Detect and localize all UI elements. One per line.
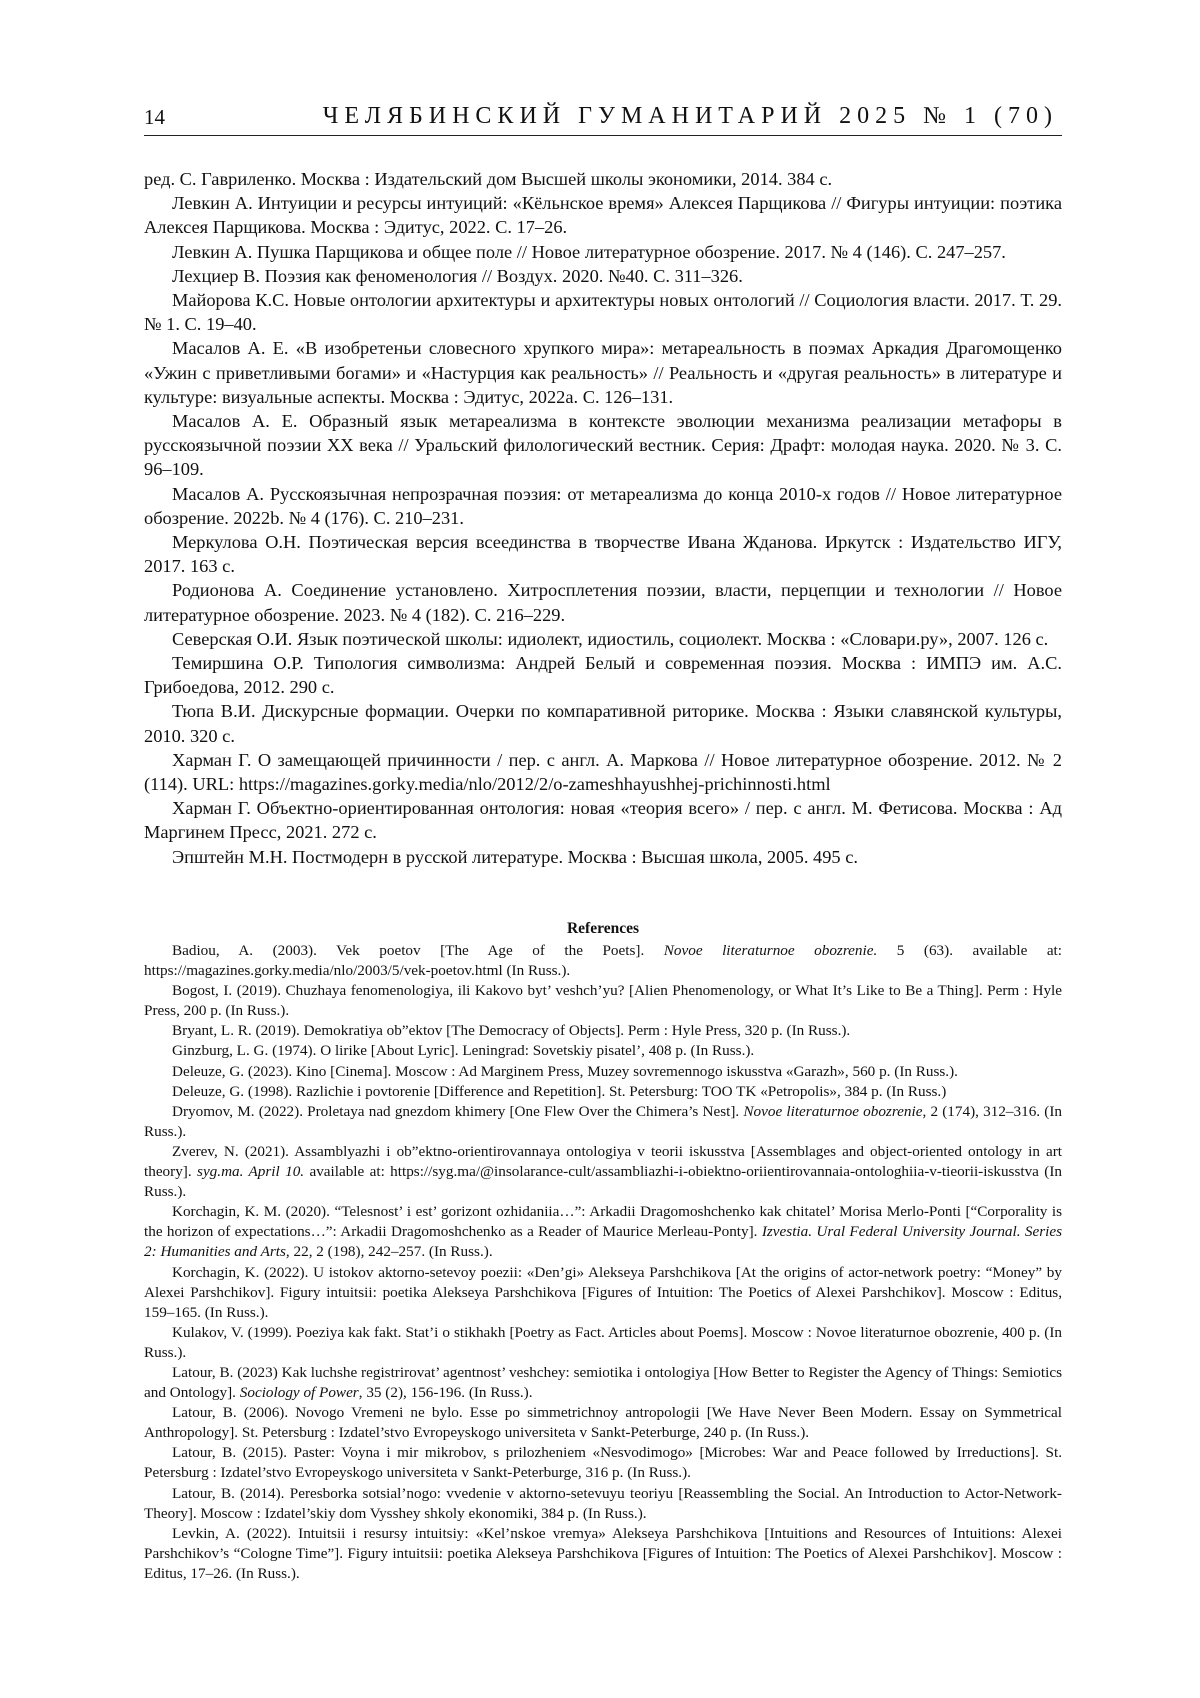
bibliography-entry: Меркулова О.Н. Поэтическая версия всеединства в творчестве Ивана Жданова. Иркутск : Издательство ИГУ, 2017. 163 с. [144, 532, 1062, 577]
bibliography-entry: Северская О.И. Язык поэтической школы: идиолект, идиостиль, социолект. Москва : «Словари.ру», 2007. 126 с. [172, 628, 1049, 649]
reference-entry [144, 1524, 1062, 1584]
bibliography-entry: Масалов А. Е. «В изобретеньи словесного хрупкого мира»: метареальность в поэмах Аркадия Драгомощенко «Ужин с приветливыми богами» и «Настурция как реальность» // Реальность и «другая реальность» в литературе и культуре: визуальные аспекты. Москва : Эдитус, 2022a. С. 126–131. [144, 338, 1062, 407]
reference-text: Deleuze, G. (2023). Kino [Cinema]. Moscow : Ad Marginem Press, Muzey sovremennogo iskusstva «Garazh», 560 p. (In Russ.). [172, 1062, 958, 1080]
bibliography-entry: Харман Г. Объектно-ориентированная онтология: новая «теория всего» / пер. с англ. М. Фетисова. Москва : Ад Маргинем Пресс, 2021. 272 с. [144, 798, 1062, 843]
reference-entry [144, 1443, 1062, 1483]
reference-text: Bryant, L. R. (2019). Demokratiya ob”ektov [The Democracy of Objects]. Perm : Hyle Press, 320 p. (In Russ.). [172, 1022, 851, 1040]
reference-source-italic: Novoe literaturnoe obozrenie [743, 1102, 923, 1120]
reference-text: available at: https://syg.ma/@insolarance-cult/assambliazhi-i-obiektno-oriientirovannaia-ontologhiia-v-tieorii-iskusstva (In Russ.). [144, 1163, 1062, 1201]
reference-text: Levkin, A. (2022). Intuitsii i resursy intuitsiy: «Kel’nskoe vremya» Alekseya Parshchikova [Intuitions and Resources of Intuitions: Alexei Parshchikov’s “Cologne Time”]. Figury intuitsii: poetika Alekseya Parshchikova [Figures of Intuition: The Poetics of Alexei Parshchikov]. Moscow : Editus, 17–26. (In Russ.). [144, 1524, 1062, 1582]
reference-text: Dryomov, M. (2022). Proletaya nad gnezdom khimery [One Flew Over the Chimera’s Nest]. [172, 1102, 744, 1120]
bibliography-entry: Родионова А. Соединение установлено. Хитросплетения поэзии, власти, перцепции и технологии // Новое литературное обозрение. 2023. № 4 (182). С. 216–229. [144, 580, 1062, 625]
reference-text: Korchagin, K. (2022). U istokov aktorno-setevoy poezii: «Den’gi» Alekseya Parshchikova [At the origins of actor-network poetry: “Money” by Alexei Parshchikov]. Figury intuitsii: poetika Alekseya Parshchikova [Figures of Intuition: The Poetics of Alexei Parshchikov]. Moscow : Editus, 159–165. (In Russ.). [144, 1263, 1062, 1321]
reference-entry [144, 1484, 1062, 1524]
reference-text: Latour, B. (2023) Kak luchshe registrirovat’ agentnost’ veshchey: semiotika i ontologiya [How Better to Register the Agency of Things: Semiotics and Ontology]. [144, 1363, 1062, 1402]
bibliography-entry: Темиршина О.Р. Типология символизма: Андрей Белый и современная поэзия. Москва : ИМПЭ им. А.С. Грибоедова, 2012. 290 с. [144, 653, 1062, 698]
reference-entry [144, 941, 1062, 981]
bibliography-entry: Майорова К.С. Новые онтологии архитектуры и архитектуры новых онтологий // Социология власти. 2017. Т. 29. № 1. С. 19–40. [144, 290, 1062, 335]
reference-text: Bogost, I. (2019). Chuzhaya fenomenologiya, ili Kakovo byt’ veshch’yu? [Alien Phenomenology, or What It’s Like to Be a Thing]. Perm : Hyle Press, 200 p. (In Russ.). [144, 982, 1062, 1020]
bibliography-entry: Масалов А. Русскоязычная непрозрачная поэзия: от метареализма до конца 2010-х годов // Новое литературное обозрение. 2022b. № 4 (176). С. 210–231. [144, 483, 1062, 528]
references-list [144, 941, 1062, 1584]
reference-entry [144, 1142, 1062, 1202]
reference-text: Latour, B. (2014). Peresborka sotsial’nogo: vvedenie v aktorno-setevuyu teoriyu [Reassembling the Social. An Introduction to Actor-Network-Theory]. Moscow : Izdatel’skiy dom Vysshey shkoly ekonomiki, 384 p. (In Russ.). [144, 1484, 1062, 1522]
reference-text: Badiou, A. (2003). Vek poetov [The Age of the Poets]. [172, 942, 664, 959]
reference-source-italic: Izvestia. Ural Federal University Journal. Series 2: Humanities and Arts [144, 1223, 1062, 1261]
reference-text: Ginzburg, L. G. (1974). O lirike [About Lyric]. Leningrad: Sovetskiy pisatel’, 408 p. (In Russ.). [172, 1042, 755, 1060]
reference-source-italic: syg.ma. April 10. [197, 1163, 305, 1181]
russian-bibliography [144, 167, 1062, 869]
reference-text: Zverev, N. (2021). Assamblyazhi i ob”ektno-orientirovannaya ontologiya v teorii iskusstva [Assemblages and object-oriented ontology in art theory]. [144, 1142, 1062, 1181]
bibliography-entry: ред. С. Гавриленко. Москва : Издательский дом Высшей школы экономики, 2014. 384 с. [144, 169, 833, 189]
reference-text: Latour, B. (2015). Paster: Voyna i mir mikrobov, s prilozheniem «Nesvodimogo» [Microbes: War and Peace followed by Irreductions]. St. Petersburg : Izdatel’stvo Evropeyskogo universiteta v Sankt-Peterburge, 316 p. (In Russ.). [144, 1444, 1062, 1482]
reference-entry [144, 1062, 1062, 1082]
reference-source-italic: Novoe literaturnoe obozrenie. [663, 942, 878, 959]
bibliography-entry: Левкин А. Интуиции и ресурсы интуиций: «Кёльнское время» Алексея Парщикова // Фигуры интуиции: поэтика Алексея Парщикова. Москва : Эдитус, 2022. С. 17–26. [144, 193, 1062, 238]
reference-entry [144, 1202, 1062, 1262]
reference-entry [144, 1102, 1062, 1142]
reference-text: Deleuze, G. (1998). Razlichie i povtorenie [Difference and Repetition]. St. Petersburg: TOO TK «Petropolis», 384 p. (In Russ.) [172, 1082, 947, 1100]
reference-entry [144, 1363, 1062, 1403]
bibliography-entry: Харман Г. О замещающей причинности / пер. с англ. А. Маркова // Новое литературное обозрение. 2012. № 2 (114). URL: https://magazines.gorky.media/nlo/2012/2/o-zameshhayushhej-prichinnosti.html [144, 749, 1062, 795]
running-header [144, 103, 1062, 136]
reference-source-italic: Sociology of Power [239, 1384, 359, 1402]
reference-text: 5 (63). available at: https://magazines.gorky.media/nlo/2003/5/vek-poetov.html (In Russ.). [144, 942, 1062, 980]
journal-title: ЧЕЛЯБИНСКИЙ ГУМАНИТАРИЙ 2025 № 1 (70) [322, 103, 1058, 129]
reference-entry [144, 1323, 1062, 1363]
reference-text: Korchagin, K. M. (2020). “Telesnost’ i est’ gorizont ozhidaniia…”: Arkadii Dragomoshchenko kak chitatel’ Morisa Merlo-Ponti [“Corporality is the horizon of expectations…”: Arkadii Dragomoshchenko as a Reader of Maurice Merleau-Ponty]. [144, 1203, 1062, 1241]
reference-entry [144, 1021, 1062, 1041]
reference-entry [144, 1263, 1062, 1323]
reference-text: , 22, 2 (198), 242–257. (In Russ.). [285, 1243, 493, 1261]
references-heading: References [566, 920, 639, 937]
reference-text: , 2 (174), 312–316. (In Russ.). [144, 1102, 1062, 1140]
bibliography-entry: Левкин А. Пушка Парщикова и общее поле // Новое литературное обозрение. 2017. № 4 (146). С. 247–257. [172, 241, 1006, 262]
reference-entry [144, 981, 1062, 1021]
reference-entry [144, 1082, 1062, 1102]
bibliography-entry: Масалов А. Е. Образный язык метареализма в контексте эволюции механизма реализации метафоры в русскоязычной поэзии XX века // Уральский филологический вестник. Серия: Драфт: молодая наука. 2020. № 3. С. 96–109. [144, 411, 1062, 480]
bibliography-entry: Тюпа В.И. Дискурсные формации. Очерки по компаративной риторике. Москва : Языки славянской культуры, 2010. 320 с. [144, 701, 1062, 746]
page-number: 14 [144, 105, 165, 129]
reference-entry [144, 1041, 1062, 1061]
reference-text: , 35 (2), 156-196. (In Russ.). [358, 1384, 533, 1402]
reference-text: Latour, B. (2006). Novogo Vremeni ne bylo. Esse po simmetrichnoy antropologii [We Have Never Been Modern. Essay on Symmetrical Anthropology]. St. Petersburg : Izdatel’stvo Evropeyskogo universiteta v Sankt-Peterburge, 240 p. (In Russ.). [144, 1404, 1062, 1442]
bibliography-entry: Эпштейн М.Н. Постмодерн в русской литературе. Москва : Высшая школа, 2005. 495 с. [172, 846, 858, 867]
reference-entry [144, 1403, 1062, 1443]
reference-text: Kulakov, V. (1999). Poeziya kak fakt. Stat’i o stikhakh [Poetry as Fact. Articles about Poems]. Moscow : Novoe literaturnoe obozrenie, 400 p. (In Russ.). [144, 1323, 1062, 1361]
bibliography-entry: Лехциер В. Поэзия как феноменология // Воздух. 2020. №40. С. 311–326. [172, 265, 743, 286]
